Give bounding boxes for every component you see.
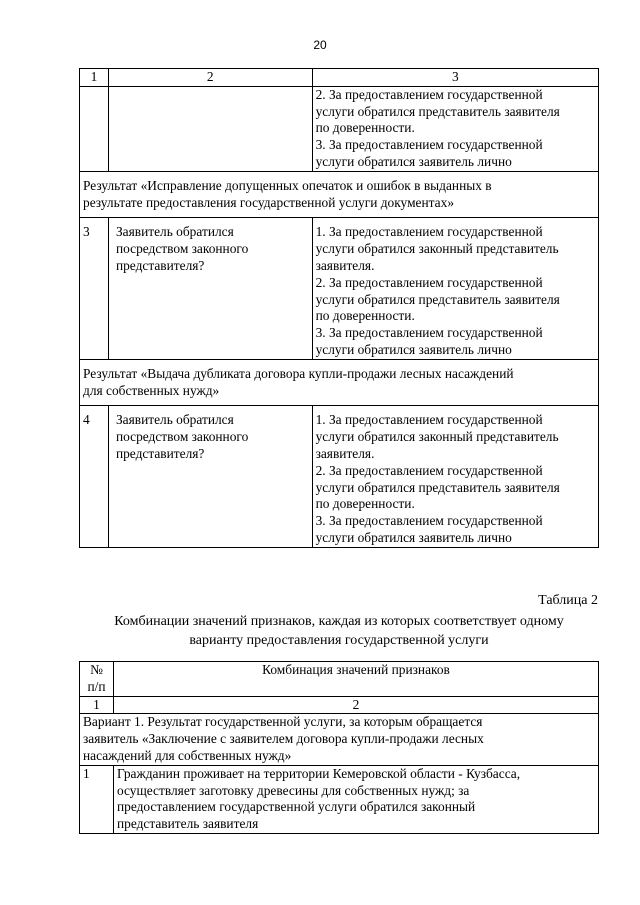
option-line: 2. За предоставлением государственной xyxy=(315,462,543,478)
question-line: посредством законного xyxy=(115,429,249,445)
variant-line: насаждений для собственных нужд» xyxy=(83,747,292,763)
option-line: услуги обратился законный представитель xyxy=(315,429,559,445)
section-row xyxy=(80,359,599,406)
table-row xyxy=(80,218,599,359)
question-cell xyxy=(108,218,312,359)
section-heading xyxy=(80,359,599,406)
table-header-row xyxy=(80,69,599,87)
option-line: по доверенности. xyxy=(315,308,415,324)
option-line: услуги обратился представитель заявителя xyxy=(315,479,560,495)
caption-line: Комбинации значений признаков, каждая из которых соответствует одному xyxy=(114,614,564,629)
option-line: 3. За предоставлением государственной xyxy=(315,513,543,529)
index-cell: 1 xyxy=(80,696,114,714)
section-heading xyxy=(80,171,599,218)
option-line: услуги обратился заявитель лично xyxy=(315,341,512,357)
table-row xyxy=(80,765,599,833)
question-cell xyxy=(108,406,312,547)
option-line: заявителя. xyxy=(315,445,375,461)
variant-heading xyxy=(80,714,599,765)
section-line: результате предоставления государственной услуги документах» xyxy=(83,194,455,210)
option-line: 3. За предоставлением государственной xyxy=(315,137,543,153)
criteria-table xyxy=(79,68,599,548)
table-2-caption xyxy=(79,612,599,650)
row-number: 3 xyxy=(80,218,109,359)
caption-line: варианту предоставления государственной услуги xyxy=(189,633,489,648)
header-combination: Комбинация значений признаков xyxy=(113,662,598,697)
combinations-table xyxy=(79,661,599,834)
combination-line: предоставлением государственной услуги обратился законный xyxy=(116,799,476,815)
option-line: по доверенности. xyxy=(315,120,415,136)
section-line: для собственных нужд» xyxy=(83,382,220,398)
question-line: представителя? xyxy=(115,445,205,461)
question-line: представителя? xyxy=(115,257,205,273)
option-line: 1. За предоставлением государственной xyxy=(315,412,543,428)
option-line: услуги обратился представитель заявителя xyxy=(315,103,560,119)
combination-line: Гражданин проживает на территории Кемеровской области - Кузбасса, xyxy=(116,765,521,781)
question-line: посредством законного xyxy=(115,241,249,257)
empty-cell xyxy=(108,86,312,171)
option-line: услуги обратился заявитель лично xyxy=(315,153,512,169)
table-row xyxy=(80,406,599,547)
row-number: 1 xyxy=(80,765,114,833)
option-line: услуги обратился законный представитель xyxy=(315,241,559,257)
option-line: услуги обратился заявитель лично xyxy=(315,529,512,545)
page-number: 20 xyxy=(313,38,327,52)
section-line: Результат «Исправление допущенных опечаток и ошибок в выданных в xyxy=(83,177,492,193)
question-line: Заявитель обратился xyxy=(115,412,234,428)
header-col-1: 1 xyxy=(80,69,109,87)
combination-cell xyxy=(113,765,598,833)
empty-cell xyxy=(80,86,109,171)
index-row xyxy=(80,696,599,714)
combination-line: осуществляет заготовку древесины для собственных нужд; за xyxy=(116,782,470,798)
options-cell xyxy=(312,406,598,547)
variant-line: заявитель «Заключение с заявителем договора купли-продажи лесных xyxy=(83,731,484,747)
header-line: п/п xyxy=(87,678,106,694)
table-header-row xyxy=(80,662,599,697)
option-line: по доверенности. xyxy=(315,496,415,512)
variant-line: Вариант 1. Результат государственной услуги, за которым обращается xyxy=(83,714,483,730)
option-line: услуги обратился представитель заявителя xyxy=(315,291,560,307)
header-col-2: 2 xyxy=(108,69,312,87)
table-row xyxy=(80,86,599,171)
option-line: 2. За предоставлением государственной xyxy=(315,86,543,102)
header-line: № xyxy=(90,662,103,677)
option-line: заявителя. xyxy=(315,257,375,273)
index-cell: 2 xyxy=(113,696,598,714)
section-row xyxy=(80,171,599,218)
section-line: Результат «Выдача дубликата договора купли-продажи лесных насаждений xyxy=(83,365,514,381)
header-col-3: 3 xyxy=(312,69,598,87)
options-cell xyxy=(312,86,598,171)
option-line: 2. За предоставлением государственной xyxy=(315,274,543,290)
option-line: 3. За предоставлением государственной xyxy=(315,325,543,341)
combination-line: представитель заявителя xyxy=(116,816,259,832)
question-line: Заявитель обратился xyxy=(115,224,234,240)
table-2-label: Таблица 2 xyxy=(538,593,598,608)
section-row xyxy=(80,714,599,765)
header-number xyxy=(80,662,114,697)
option-line: 1. За предоставлением государственной xyxy=(315,224,543,240)
row-number: 4 xyxy=(80,406,109,547)
options-cell xyxy=(312,218,598,359)
